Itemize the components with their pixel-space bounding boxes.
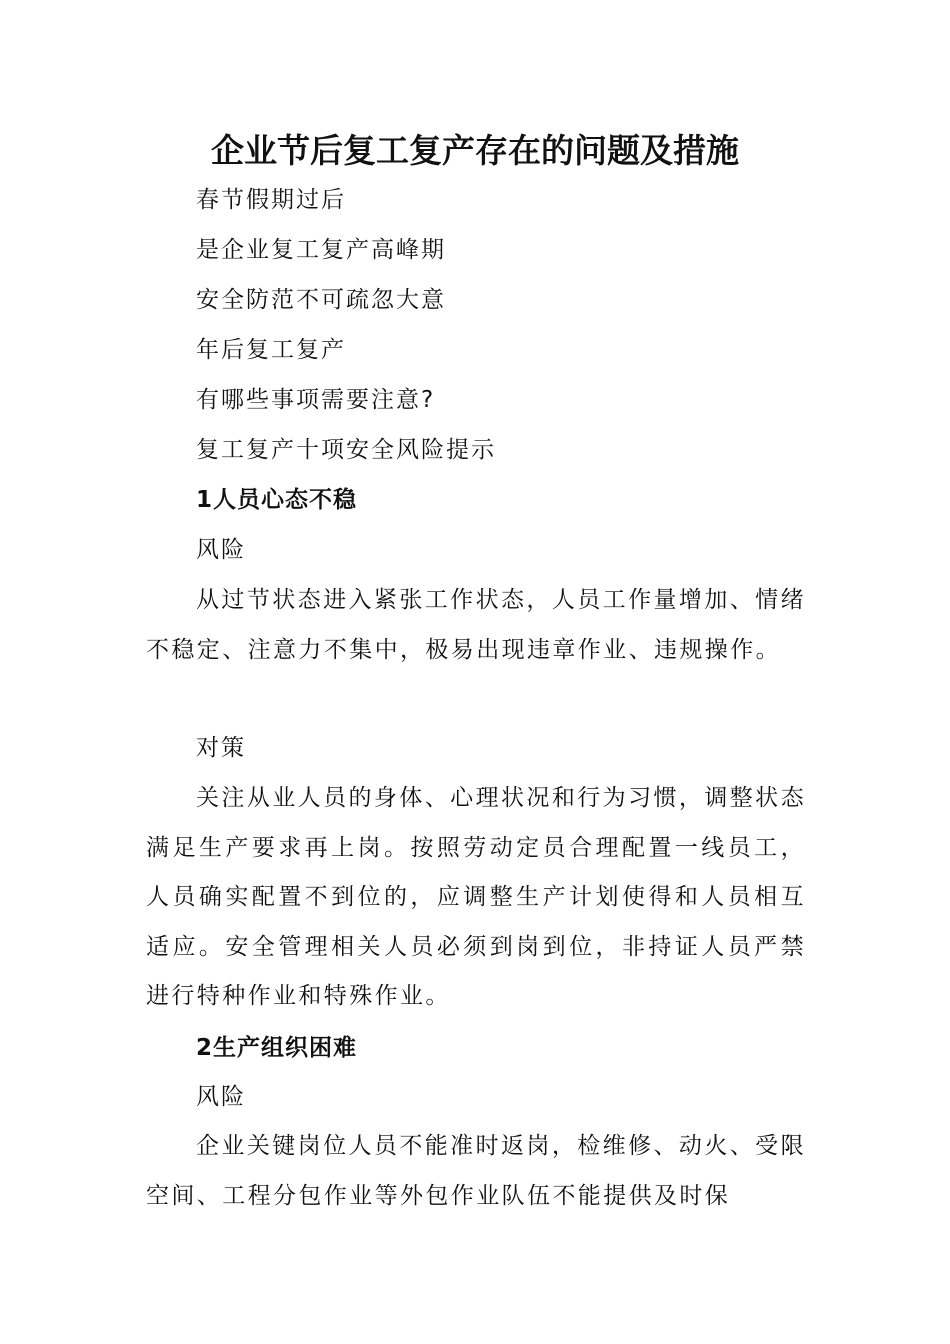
section-heading-1: 1人员心态不稳	[196, 487, 358, 513]
intro-line: 安全防范不可疏忽大意	[196, 287, 446, 313]
measure-paragraph-1: 关注从业人员的身体、心理状况和行为习惯，调整状态满足生产要求再上岗。按照劳动定员合理配置一线员工，人员确实配置不到位的，应调整生产计划使得和人员相互适应。安全管理相关人员必须到岗到位，非持证人员严禁进行特种作业和特殊作业。	[146, 785, 806, 1009]
intro-line: 复工复产十项安全风险提示	[196, 437, 496, 463]
risk-paragraph-2: 企业关键岗位人员不能准时返岗，检维修、动火、受限空间、工程分包作业等外包作业队伍不能提供及时保	[146, 1133, 806, 1209]
section-heading-2: 2生产组织困难	[196, 1035, 358, 1061]
risk-label-1: 风险	[196, 537, 246, 563]
intro-line: 春节假期过后	[196, 187, 346, 213]
page-title: 企业节后复工复产存在的问题及措施	[211, 131, 739, 170]
intro-line: 有哪些事项需要注意?	[196, 387, 436, 413]
intro-line: 是企业复工复产高峰期	[196, 237, 446, 263]
measure-label-1: 对策	[196, 735, 246, 761]
intro-line: 年后复工复产	[196, 337, 346, 363]
risk-label-2: 风险	[196, 1084, 246, 1110]
risk-paragraph-1: 从过节状态进入紧张工作状态，人员工作量增加、情绪不稳定、注意力不集中，极易出现违章作业、违规操作。	[146, 587, 806, 663]
